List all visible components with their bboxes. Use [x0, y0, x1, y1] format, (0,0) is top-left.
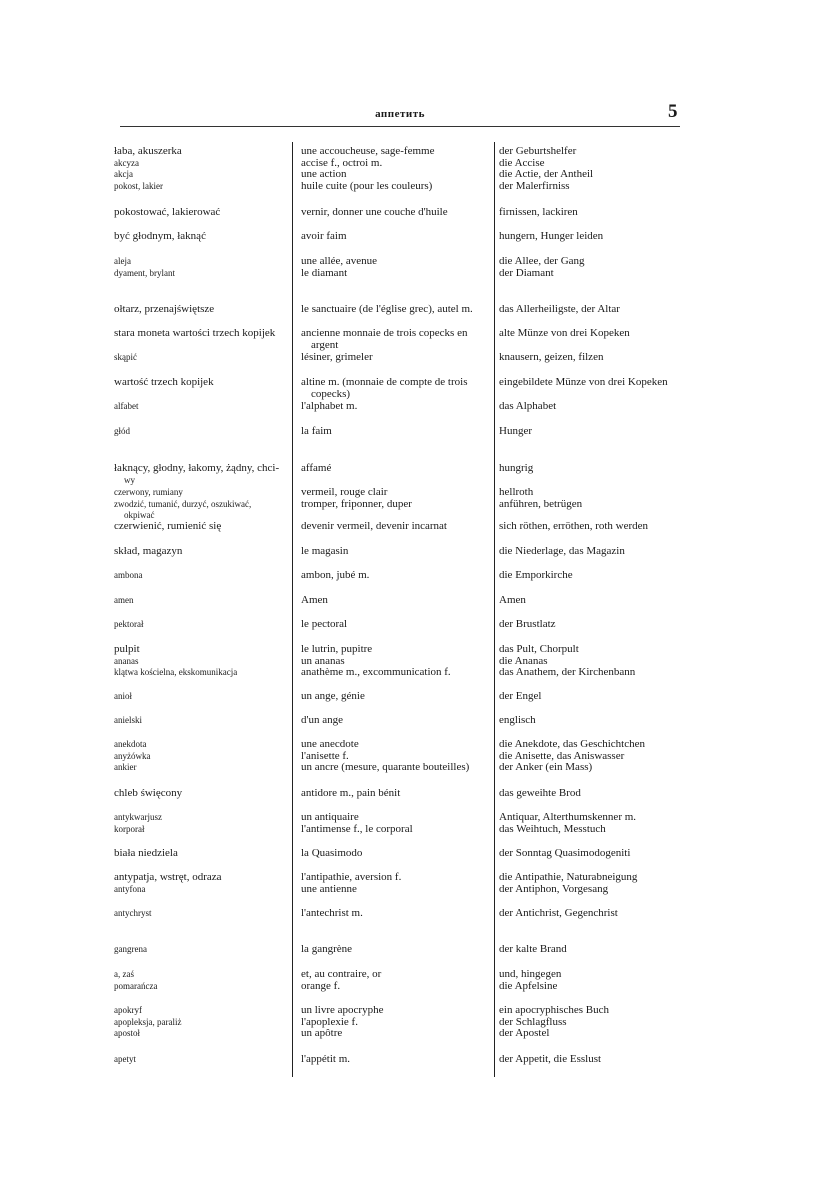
entry-line: apopleksja, paraliż	[114, 1016, 182, 1027]
entry-line: die Ananas	[499, 654, 548, 667]
entry-line: pomarańcza	[114, 980, 158, 991]
entry-line: le pectoral	[301, 618, 348, 630]
entry-line: firnissen, lackiren	[499, 206, 578, 218]
entry-line: d'un ange	[301, 714, 343, 726]
entry-line: apetyt	[114, 1054, 136, 1064]
entry-line: und, hingegen	[499, 968, 562, 980]
entry-line: der Apostel	[499, 1027, 550, 1040]
french-translation	[301, 788, 491, 800]
entry-line: antykwarjusz	[114, 812, 162, 822]
german-translation	[499, 1054, 689, 1066]
entry-line: Amen	[499, 594, 526, 606]
french-translation	[301, 352, 491, 364]
polish-term	[114, 570, 290, 582]
german-translation	[499, 812, 689, 835]
polish-term	[114, 146, 290, 192]
french-translation	[301, 256, 491, 279]
entry-line: une allée, avenue	[301, 255, 378, 267]
french-translation	[301, 619, 491, 631]
entry-line: biała niedziela	[114, 847, 178, 859]
german-translation	[499, 207, 689, 219]
entry-line: anekdota	[114, 739, 147, 749]
polish-term	[114, 463, 290, 486]
entry-line: le diamant	[301, 266, 348, 279]
french-translation	[301, 848, 491, 860]
entry-line: ambona	[114, 570, 143, 580]
entry-line: die Emporkirche	[499, 569, 573, 581]
entry-line: stara moneta wartości trzech kopijek	[114, 327, 276, 339]
entry-line: anioł	[114, 691, 132, 701]
entry-line: accise f., octroi m.	[301, 156, 383, 169]
entry-line: klątwa kościelna, ekskomunikacja	[114, 667, 238, 678]
french-translation	[301, 944, 491, 956]
entry-line: gangrena	[114, 944, 147, 954]
entry-line: apokryf	[114, 1005, 142, 1015]
french-translation	[301, 872, 491, 895]
entry-line: die Accise	[499, 156, 545, 169]
entry-line: alte Münze von drei Kopeken	[499, 327, 630, 339]
polish-term	[114, 377, 290, 389]
entry-line: ein apocryphisches Buch	[499, 1004, 609, 1016]
polish-term	[114, 788, 290, 800]
german-translation	[499, 944, 689, 956]
entry-line: der Sonntag Quasimodogeniti	[499, 847, 631, 859]
german-translation	[499, 715, 689, 727]
polish-term	[114, 691, 290, 703]
french-translation	[301, 487, 491, 510]
column-divider-left	[292, 142, 293, 1077]
entry-line: der Geburtshelfer	[499, 145, 577, 157]
entry-line: apostoł	[114, 1028, 140, 1039]
french-translation	[301, 521, 491, 533]
entry-line: antyfona	[114, 883, 146, 894]
entry-line: une anecdote	[301, 738, 359, 750]
entry-line: akcyza	[114, 157, 139, 168]
entry-line: copecks)	[311, 387, 351, 400]
polish-term	[114, 1054, 290, 1066]
polish-term	[114, 969, 290, 992]
german-translation	[499, 570, 689, 582]
entry-line: być głodnym, łaknąć	[114, 230, 206, 242]
entry-line: das Anathem, der Kirchenbann	[499, 666, 636, 679]
polish-term	[114, 715, 290, 727]
entry-line: l'anisette f.	[301, 749, 349, 762]
entry-line: pulpit	[114, 643, 140, 655]
entry-line: der Antichrist, Gegenchrist	[499, 907, 618, 919]
entry-line: Hunger	[499, 425, 532, 437]
german-translation	[499, 848, 689, 860]
french-translation	[301, 644, 491, 679]
entry-line: englisch	[499, 714, 536, 726]
french-translation	[301, 304, 491, 316]
german-translation	[499, 908, 689, 920]
entry-line: dyament, brylant	[114, 267, 175, 278]
entry-line: die Niederlage, das Magazin	[499, 545, 625, 557]
entry-line: le lutrin, pupitre	[301, 643, 373, 655]
entry-line: aleja	[114, 256, 131, 266]
polish-term	[114, 401, 290, 413]
polish-term	[114, 739, 290, 774]
french-translation	[301, 546, 491, 558]
entry-line: ananas	[114, 655, 139, 666]
entry-line: der Malerfirniss	[499, 179, 570, 192]
entry-line: das Alphabet	[499, 400, 557, 412]
entry-line: okpiwać	[124, 510, 155, 521]
german-translation	[499, 146, 689, 192]
entry-line: hungrig	[499, 462, 534, 474]
german-translation	[499, 256, 689, 279]
entry-line: l'antechrist m.	[301, 907, 363, 919]
entry-line: pektorał	[114, 619, 144, 629]
entry-line: une accoucheuse, sage-femme	[301, 145, 435, 157]
entry-line: antychryst	[114, 908, 152, 918]
german-translation	[499, 304, 689, 316]
page-header-title: аппетить	[375, 108, 425, 120]
entry-line: l'apoplexie f.	[301, 1015, 358, 1028]
entry-line: das geweihte Brod	[499, 787, 581, 799]
entry-line: hellroth	[499, 486, 534, 498]
polish-term	[114, 595, 290, 607]
polish-term	[114, 848, 290, 860]
entry-line: alfabet	[114, 401, 139, 411]
german-translation	[499, 619, 689, 631]
polish-term	[114, 352, 290, 364]
entry-line: łaba, akuszerka	[114, 145, 182, 157]
entry-line: der Brustlatz	[499, 618, 556, 630]
entry-line: wartość trzech kopijek	[114, 376, 214, 388]
entry-line: pokost, lakier	[114, 180, 163, 191]
french-translation	[301, 401, 491, 413]
entry-line: czerwienić, rumienić się	[114, 520, 222, 532]
french-translation	[301, 1005, 491, 1040]
entry-line: vermeil, rouge clair	[301, 486, 388, 498]
entry-line: l'appétit m.	[301, 1053, 351, 1065]
polish-term	[114, 487, 290, 522]
french-translation	[301, 463, 491, 475]
french-translation	[301, 426, 491, 438]
entry-line: anathème m., excommunication f.	[301, 666, 451, 679]
french-translation	[301, 715, 491, 727]
entry-line: a, zaś	[114, 969, 134, 979]
french-translation	[301, 969, 491, 992]
entry-line: czerwony, rumiany	[114, 487, 183, 497]
entry-line: skąpić	[114, 352, 137, 362]
german-translation	[499, 328, 689, 340]
entry-line: Amen	[301, 594, 328, 606]
entry-line: sich röthen, erröthen, roth werden	[499, 520, 649, 532]
entry-line: la gangrène	[301, 943, 352, 955]
page-number: 5	[668, 101, 678, 122]
entry-line: anielski	[114, 715, 142, 725]
polish-term	[114, 619, 290, 631]
german-translation	[499, 231, 689, 243]
entry-line: akcja	[114, 169, 133, 180]
german-translation	[499, 872, 689, 895]
entry-line: die Anekdote, das Geschichtchen	[499, 738, 646, 750]
entry-line: antypatja, wstręt, odraza	[114, 871, 222, 883]
entry-line: ambon, jubé m.	[301, 569, 370, 581]
entry-line: un ananas	[301, 654, 345, 667]
entry-line: pokostować, lakierować	[114, 206, 221, 218]
french-translation	[301, 570, 491, 582]
entry-line: der Anker (ein Mass)	[499, 761, 593, 774]
german-translation	[499, 426, 689, 438]
entry-line: der Antiphon, Vorgesang	[499, 882, 609, 895]
entry-line: der kalte Brand	[499, 943, 567, 955]
entry-line: die Apfelsine	[499, 979, 558, 992]
entry-line: amen	[114, 595, 134, 605]
entry-line: die Actie, der Antheil	[499, 168, 594, 181]
entry-line: l'antipathie, aversion f.	[301, 871, 402, 883]
polish-term	[114, 426, 290, 438]
entry-line: un antiquaire	[301, 811, 359, 823]
entry-line: le magasin	[301, 545, 349, 557]
polish-term	[114, 872, 290, 895]
entry-line: la Quasimodo	[301, 847, 363, 859]
entry-line: ankier	[114, 762, 137, 773]
entry-line: skład, magazyn	[114, 545, 183, 557]
entry-line: die Antipathie, Naturabneigung	[499, 871, 638, 883]
entry-line: knausern, geizen, filzen	[499, 351, 604, 363]
polish-term	[114, 908, 290, 920]
entry-line: un ange, génie	[301, 690, 365, 702]
french-translation	[301, 146, 491, 192]
entry-line: zwodzić, tumanić, durzyć, oszukiwać,	[114, 498, 252, 509]
entry-line: l'alphabet m.	[301, 400, 358, 412]
entry-line: korporał	[114, 823, 145, 834]
german-translation	[499, 969, 689, 992]
polish-term	[114, 328, 290, 340]
german-translation	[499, 1005, 689, 1040]
french-translation	[301, 1054, 491, 1066]
polish-term	[114, 304, 290, 316]
entry-line: Antiquar, Alterthumskenner m.	[499, 811, 637, 823]
polish-term	[114, 231, 290, 243]
entry-line: łaknący, głodny, łakomy, żądny, chci-	[114, 462, 280, 474]
german-translation	[499, 487, 689, 510]
polish-term	[114, 546, 290, 558]
entry-line: huile cuite (pour les couleurs)	[301, 179, 433, 192]
entry-line: une action	[301, 168, 347, 181]
entry-line: vernir, donner une couche d'huile	[301, 206, 448, 218]
german-translation	[499, 691, 689, 703]
entry-line: ołtarz, przenajświętsze	[114, 303, 215, 315]
entry-line: die Allee, der Gang	[499, 255, 585, 267]
entry-line: un livre apocryphe	[301, 1004, 384, 1016]
entry-line: das Weihtuch, Messtuch	[499, 822, 606, 835]
entry-line: un apôtre	[301, 1027, 343, 1040]
german-translation	[499, 352, 689, 364]
german-translation	[499, 463, 689, 475]
entry-line: le sanctuaire (de l'église grec), autel m.	[301, 303, 473, 315]
german-translation	[499, 739, 689, 774]
entry-line: altine m. (monnaie de compte de trois	[301, 376, 468, 388]
entry-line: der Engel	[499, 690, 542, 702]
french-translation	[301, 812, 491, 835]
entry-line: lésiner, grimeler	[301, 351, 373, 363]
entry-line: devenir vermeil, devenir incarnat	[301, 520, 447, 532]
entry-line: avoir faim	[301, 230, 347, 242]
german-translation	[499, 546, 689, 558]
entry-line: der Appetit, die Esslust	[499, 1053, 602, 1065]
entry-line: das Pult, Chorpult	[499, 643, 579, 655]
column-divider-right	[494, 142, 495, 1077]
polish-term	[114, 812, 290, 835]
german-translation	[499, 644, 689, 679]
entry-line: l'antimense f., le corporal	[301, 822, 413, 835]
french-translation	[301, 691, 491, 703]
french-translation	[301, 595, 491, 607]
entry-line: ancienne monnaie de trois copecks en	[301, 327, 468, 339]
german-translation	[499, 521, 689, 533]
french-translation	[301, 207, 491, 219]
entry-line: et, au contraire, or	[301, 968, 382, 980]
german-translation	[499, 595, 689, 607]
polish-term	[114, 521, 290, 533]
entry-line: un ancre (mesure, quarante bouteilles)	[301, 761, 470, 774]
entry-line: chleb święcony	[114, 787, 183, 799]
polish-term	[114, 1005, 290, 1040]
french-translation	[301, 908, 491, 920]
french-translation	[301, 739, 491, 774]
entry-line: eingebildete Münze von drei Kopeken	[499, 376, 668, 388]
entry-line: anyżówka	[114, 750, 151, 761]
entry-line: argent	[311, 338, 339, 351]
french-translation	[301, 377, 491, 400]
entry-line: hungern, Hunger leiden	[499, 230, 604, 242]
entry-line: anführen, betrügen	[499, 497, 583, 510]
entry-line: orange f.	[301, 979, 341, 992]
french-translation	[301, 328, 491, 351]
entry-line: der Schlagfluss	[499, 1015, 567, 1028]
entry-line: die Anisette, das Aniswasser	[499, 749, 625, 762]
entry-line: une antienne	[301, 882, 357, 895]
entry-line: wy	[124, 474, 135, 485]
entry-line: głód	[114, 426, 131, 436]
entry-line: der Diamant	[499, 266, 554, 279]
header-rule	[120, 126, 680, 127]
polish-term	[114, 207, 290, 219]
polish-term	[114, 256, 290, 279]
german-translation	[499, 377, 689, 389]
entry-line: affamé	[301, 462, 332, 474]
german-translation	[499, 788, 689, 800]
french-translation	[301, 231, 491, 243]
entry-line: tromper, friponner, duper	[301, 497, 412, 510]
entry-line: la faim	[301, 425, 332, 437]
polish-term	[114, 944, 290, 956]
entry-line: antidore m., pain bénit	[301, 787, 401, 799]
entry-line: das Allerheiligste, der Altar	[499, 303, 620, 315]
german-translation	[499, 401, 689, 413]
polish-term	[114, 644, 290, 679]
